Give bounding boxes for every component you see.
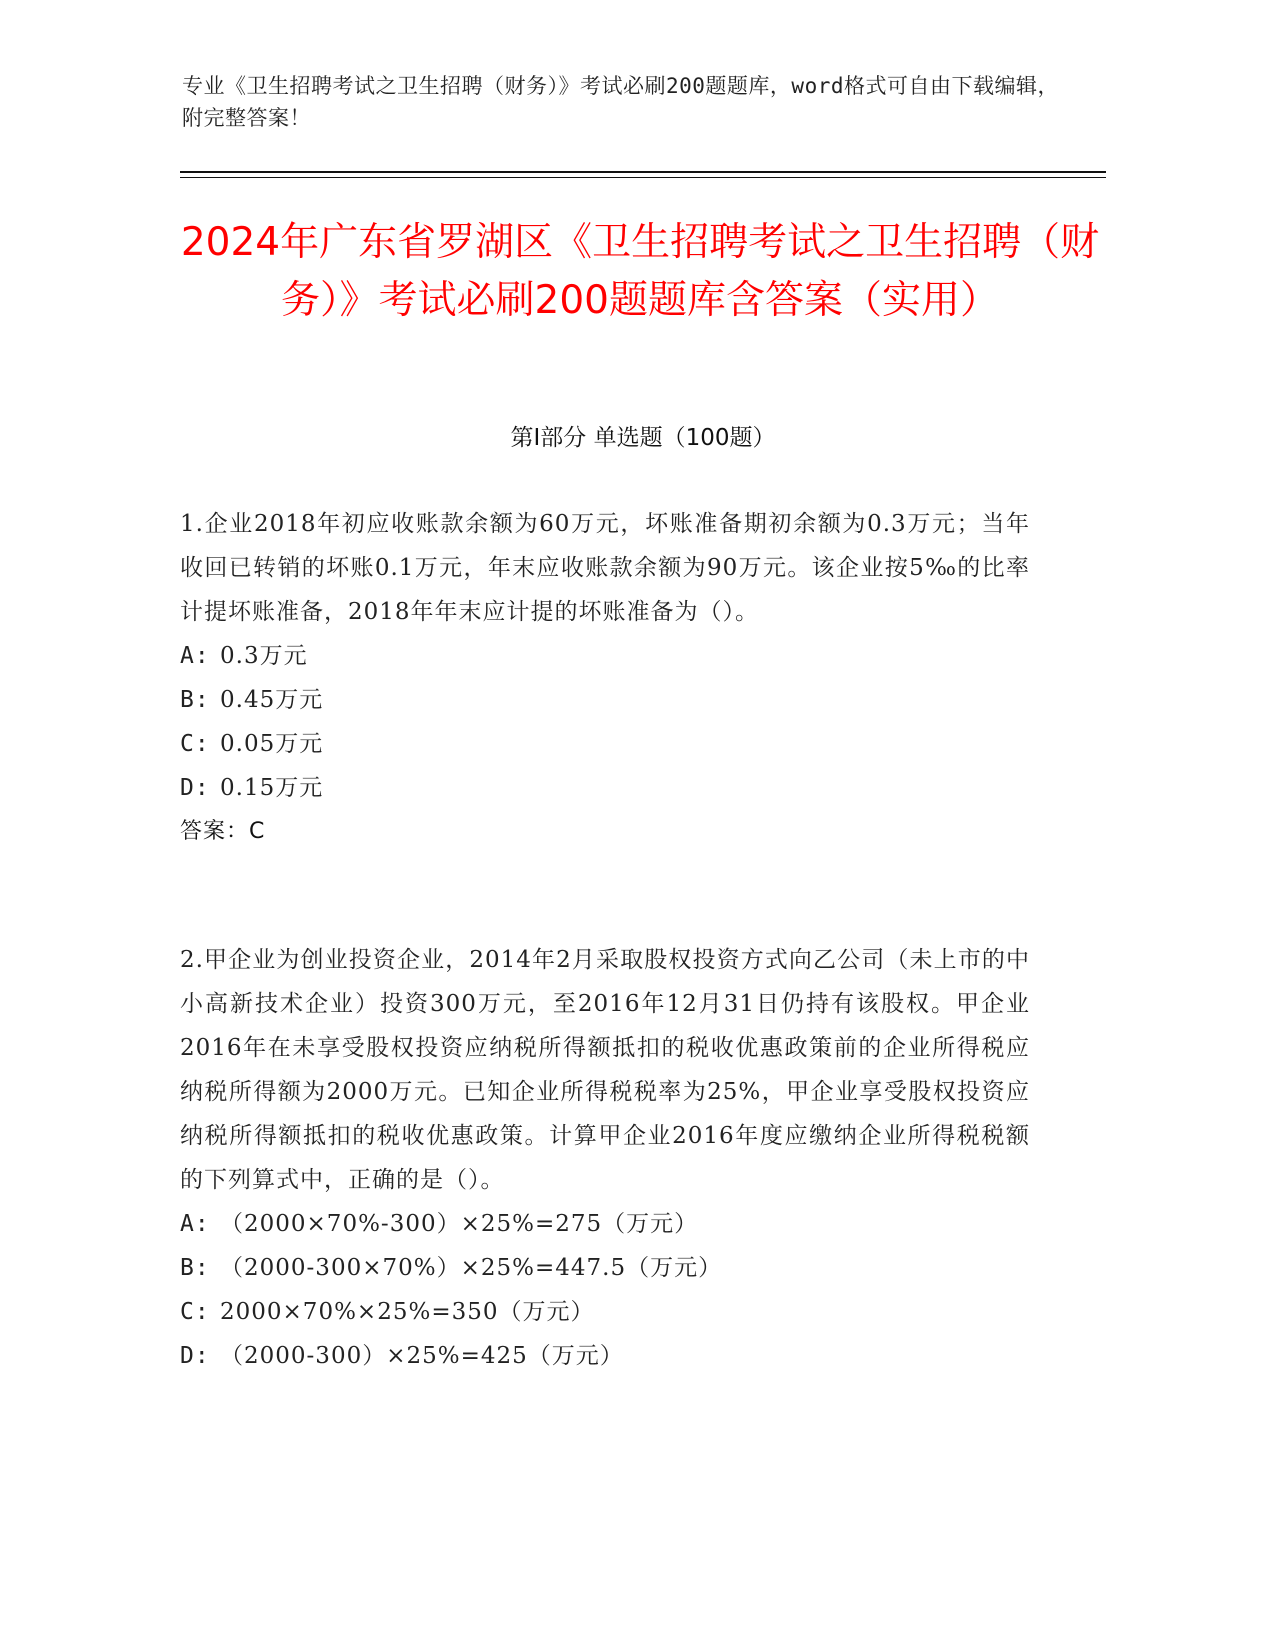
option-label: C: [180,1299,210,1325]
option-label: A: [180,1211,210,1237]
answer-line: 答案：C [180,819,266,844]
option-b [180,678,1030,722]
option-label: A: [180,643,210,669]
option-d [180,766,1030,810]
option-text: 0.45万元 [220,687,324,713]
option-text: （2000-300）×25%=425（万元） [220,1343,624,1369]
option-text: 0.15万元 [220,775,324,801]
document-title: 2024年广东省罗湖区《卫生招聘考试之卫生招聘（财务）》考试必刷200题题库含答案（实用） [180,220,1100,323]
question-1 [180,502,1030,854]
option-c [180,1290,1030,1334]
option-label: D: [180,775,210,801]
header-divider-thick [180,171,1106,173]
option-label: D: [180,1343,210,1369]
option-c [180,722,1030,766]
section-title: 第Ⅰ部分 单选题（100题） [510,425,776,451]
question-2 [180,938,1030,1378]
option-a [180,1202,1030,1246]
option-text: （2000-300×70%）×25%=447.5（万元） [220,1255,723,1281]
header-divider-thin [180,177,1106,178]
header-note: 专业《卫生招聘考试之卫生招聘（财务）》考试必刷200题题库，word格式可自由下载编辑，附完整答案！ [182,74,1059,130]
question-stem: 1.企业2018年初应收账款余额为60万元，坏账准备期初余额为0.3万元；当年收回已转销的坏账0.1万元，年末应收账款余额为90万元。该企业按5‰的比率计提坏账准备，2018年年末应计提的坏账准备为（）。 [180,511,1030,625]
option-d [180,1334,1030,1378]
option-text: （2000×70%-300）×25%=275（万元） [220,1211,699,1237]
option-text: 0.05万元 [220,731,324,757]
option-text: 0.3万元 [220,643,308,669]
option-b [180,1246,1030,1290]
option-a [180,634,1030,678]
option-label: C: [180,731,210,757]
option-label: B: [180,1255,210,1281]
option-text: 2000×70%×25%=350（万元） [220,1299,595,1325]
question-stem: 2.甲企业为创业投资企业，2014年2月采取股权投资方式向乙公司（未上市的中小高新技术企业）投资300万元，至2016年12月31日仍持有该股权。甲企业2016年在未享受股权投资应纳税所得额抵扣的税收优惠政策前的企业所得税应纳税所得额为2000万元。已知企业所得税税率为25%，甲企业享受股权投资应纳税所得额抵扣的税收优惠政策。计算甲企业2016年度应缴纳企业所得税税额的下列算式中，正确的是（）。 [180,947,1030,1193]
option-label: B: [180,687,210,713]
